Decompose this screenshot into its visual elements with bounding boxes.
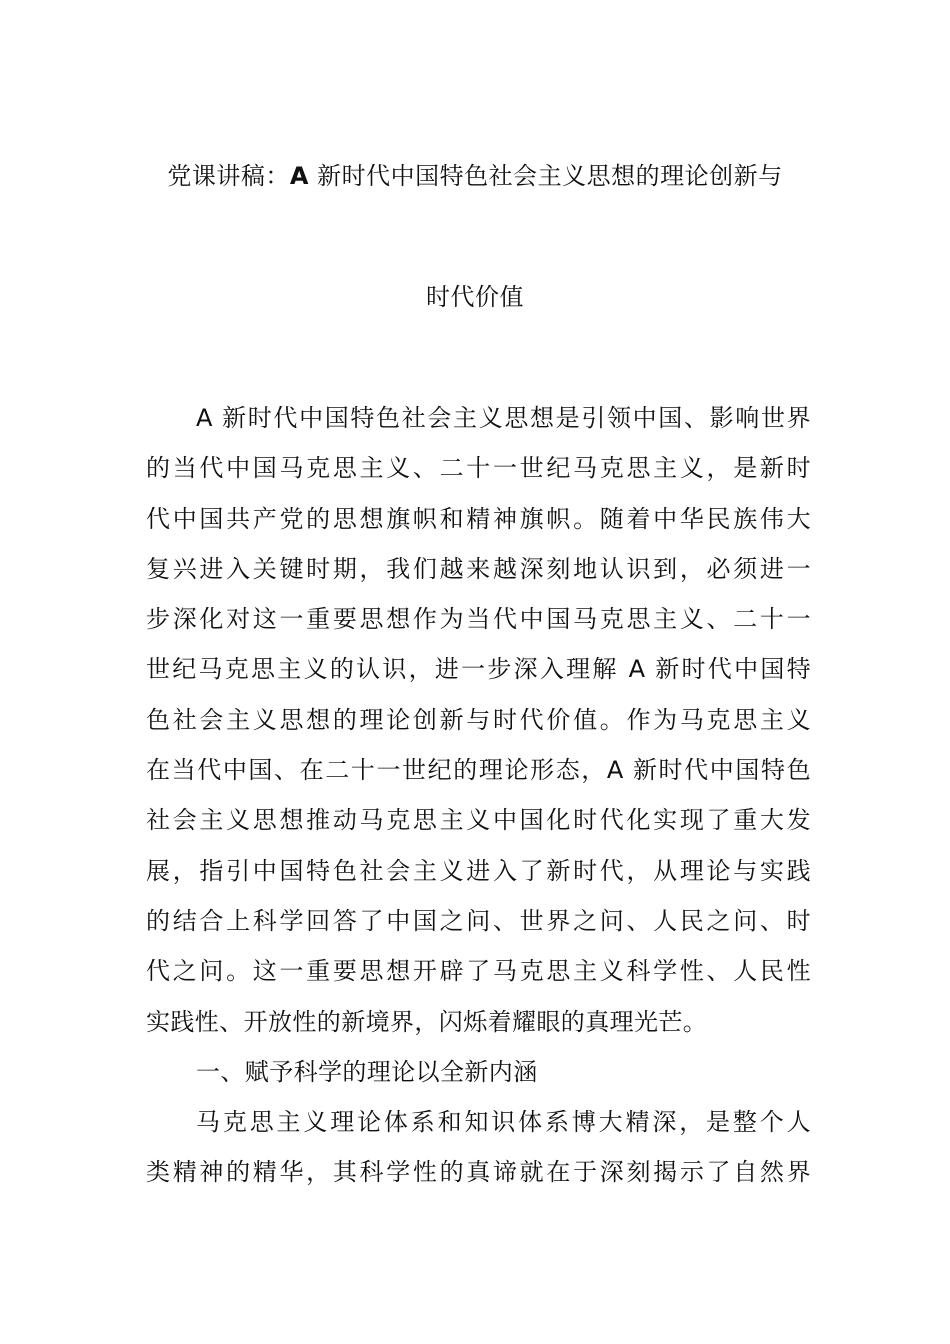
title-prefix: 党课讲稿： <box>167 162 290 190</box>
title-bold-letter: A <box>289 162 309 190</box>
paragraph-2-line: 马克思主义理论体系和知识体系博大精深，是整个人 <box>196 1108 811 1137</box>
paragraph-1-line: 代之问。这一重要思想开辟了马克思主义科学性、人民性 <box>146 957 811 986</box>
paragraph-1-line: 色社会主义思想的理论创新与时代价值。作为马克思主义 <box>146 705 811 734</box>
title-rest: 新时代中国特色社会主义思想的理论创新与 <box>308 162 783 190</box>
paragraph-1-line: 世纪马克思主义的认识，进一步深入理解 A 新时代中国特 <box>146 655 811 684</box>
paragraph-2-line: 类精神的精华，其科学性的真谛就在于深刻揭示了自然界 <box>146 1158 811 1187</box>
paragraph-1-line: 的结合上科学回答了中国之问、世界之问、人民之问、时 <box>146 906 811 935</box>
paragraph-1-line: A 新时代中国特色社会主义思想是引领中国、影响世界 <box>196 404 811 432</box>
document-title-line-1 <box>0 160 950 192</box>
paragraph-1-line: 代中国共产党的思想旗帜和精神旗帜。随着中华民族伟大 <box>146 504 811 533</box>
paragraph-1-line: 实践性、开放性的新境界，闪烁着耀眼的真理光芒。 <box>146 1007 708 1036</box>
section-heading-1: 一、赋予科学的理论以全新内涵 <box>196 1057 538 1086</box>
paragraph-1-line: 复兴进入关键时期，我们越来越深刻地认识到，必须进一 <box>146 554 811 583</box>
paragraph-1-line: 在当代中国、在二十一世纪的理论形态，A 新时代中国特色 <box>146 756 811 785</box>
paragraph-1-line: 展，指引中国特色社会主义进入了新时代，从理论与实践 <box>146 856 811 885</box>
paragraph-1-line: 社会主义思想推动马克思主义中国化时代化实现了重大发 <box>146 806 811 835</box>
paragraph-1-line: 步深化对这一重要思想作为当代中国马克思主义、二十一 <box>146 605 811 634</box>
paragraph-1-line: 的当代中国马克思主义、二十一世纪马克思主义，是新时 <box>146 454 811 483</box>
document-body <box>146 393 811 1198</box>
document-title-line-2: 时代价值 <box>426 283 524 311</box>
